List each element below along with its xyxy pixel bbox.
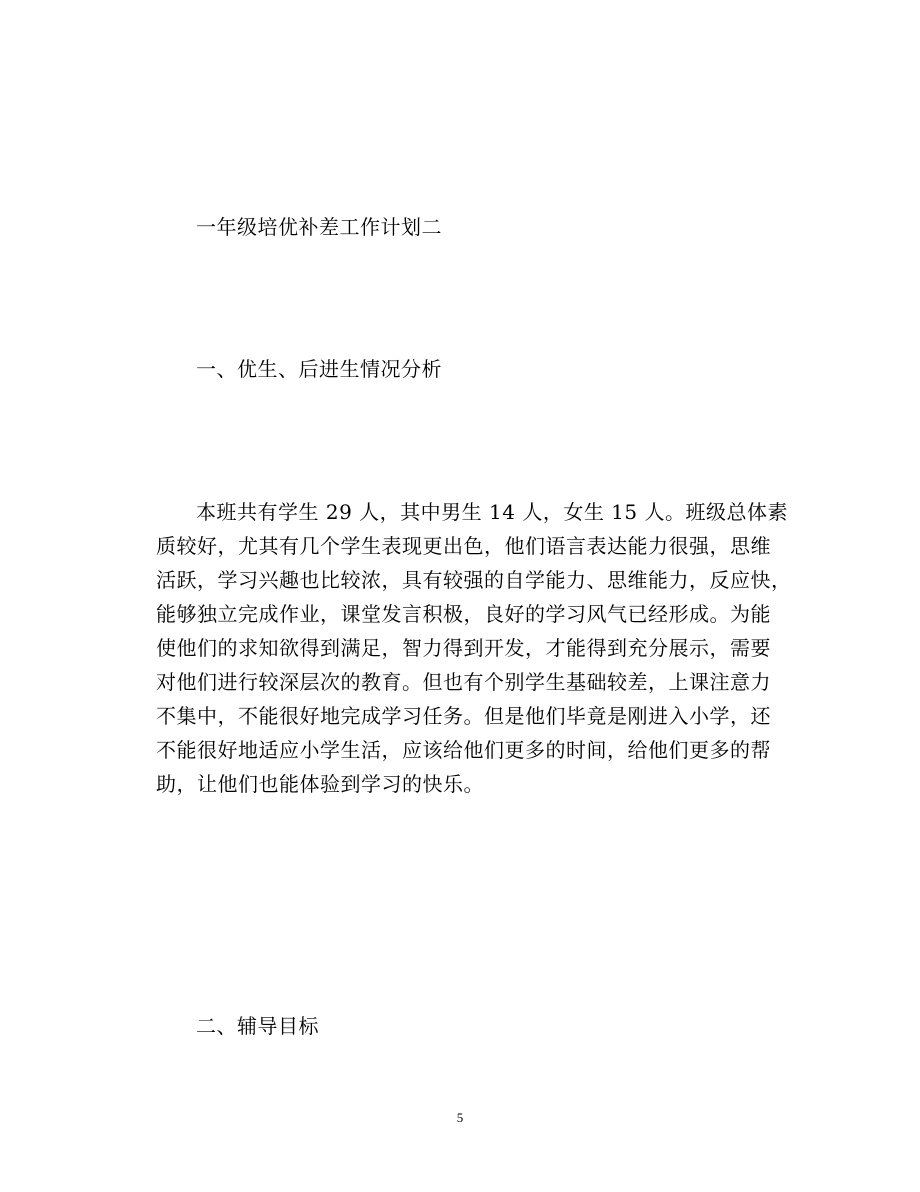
paragraph-line: 对他们进行较深层次的教育。但也有个别学生基础较差，上课注意力	[156, 670, 771, 694]
paragraph-line: 能够独立完成作业，课堂发言积极，良好的学习风气已经形成。为能	[156, 602, 771, 626]
paragraph-line: 本班共有学生 29 人，其中男生 14 人，女生 15 人。班级总体素	[196, 500, 788, 524]
paragraph-line: 不能很好地适应小学生活，应该给他们更多的时间，给他们更多的帮	[156, 738, 771, 762]
section-heading-analysis: 一、优生、后进生情况分析	[196, 357, 442, 381]
paragraph-line: 助，让他们也能体验到学习的快乐。	[156, 772, 484, 796]
page-number: 5	[456, 1110, 464, 1125]
paragraph-line: 使他们的求知欲得到满足，智力得到开发，才能得到充分展示，需要	[156, 636, 771, 660]
analysis-paragraph	[156, 495, 796, 801]
paragraph-line: 质较好，尤其有几个学生表现更出色，他们语言表达能力很强，思维	[156, 534, 771, 558]
document-title: 一年级培优补差工作计划二	[196, 215, 442, 239]
paragraph-line: 不集中，不能很好地完成学习任务。但是他们毕竟是刚进入小学，还	[156, 704, 771, 728]
section-heading-goals: 二、辅导目标	[196, 1014, 319, 1038]
paragraph-line: 活跃，学习兴趣也比较浓，具有较强的自学能力、思维能力，反应快，	[156, 568, 792, 592]
